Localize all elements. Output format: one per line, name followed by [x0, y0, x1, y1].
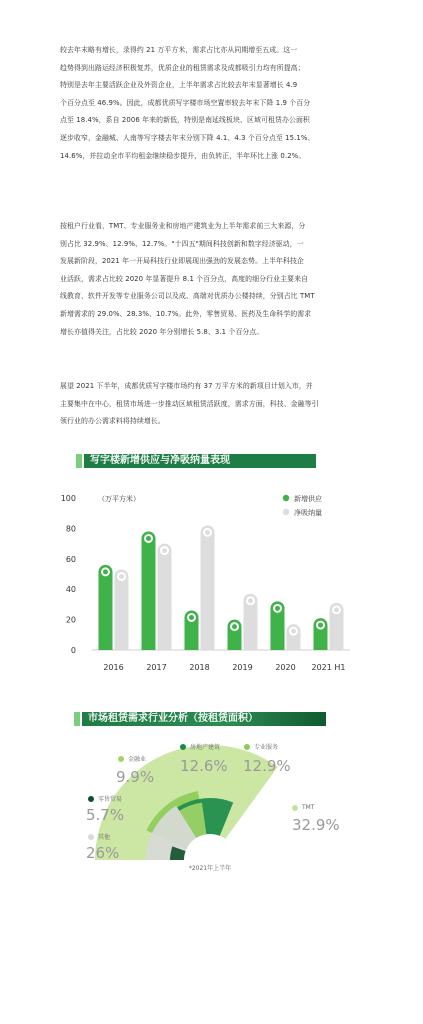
legend-swatch — [283, 509, 289, 515]
x-tick-label: 2020 — [275, 663, 296, 672]
text-line: 别占比 32.9%、12.9%、12.7%。"十四五"期间科技创新和数字经济驱动，一 — [60, 239, 304, 248]
y-tick-label: 60 — [65, 554, 76, 564]
bar-base — [201, 643, 215, 650]
bar-base — [99, 643, 113, 650]
chart2-title-bar — [74, 712, 326, 726]
bar-marker-dot — [291, 629, 296, 634]
bar-base — [271, 643, 285, 650]
bar-marker-dot — [248, 598, 253, 603]
bar-base — [244, 643, 258, 650]
chart1-title-bar — [76, 454, 316, 468]
legend-label: 净吸纳量 — [294, 509, 322, 517]
bar-marker-dot — [146, 536, 151, 541]
y-tick-label: 100 — [60, 494, 76, 503]
x-tick-label: 2018 — [189, 663, 210, 672]
bar-chart — [0, 478, 423, 708]
y-tick-label: 40 — [65, 585, 76, 595]
pie-value-label: 12.6% — [180, 757, 228, 775]
bar-base — [158, 643, 172, 650]
pie-chart — [0, 728, 423, 888]
bar-base — [185, 643, 199, 650]
text-line: 展望 2021 下半年，成都优质写字楼市场约有 37 万平方米的新项目计划入市，并 — [60, 382, 313, 390]
x-tick-label: 2017 — [146, 663, 167, 672]
paragraph-3 — [60, 378, 366, 431]
bar-absorption — [115, 569, 129, 650]
y-axis-label: （万平方米） — [98, 495, 140, 503]
bar-marker-dot — [318, 623, 323, 628]
text-line: 新增需求的 29.0%、28.3%、10.7%。此外，零售贸易、医药及生命科学的需求 — [60, 309, 312, 318]
bar-base — [115, 643, 129, 650]
text-line: 领行业的办公需求料将持续增长。 — [60, 417, 165, 426]
pie-value-label: 32.9% — [292, 816, 340, 834]
bar-marker-dot — [205, 530, 210, 535]
bar-base — [142, 643, 156, 650]
category-name: 专业服务 — [254, 744, 279, 751]
bar-base — [330, 643, 344, 650]
title-accent — [76, 454, 82, 468]
pie-value-label: 26% — [86, 844, 120, 862]
x-tick-label: 2019 — [232, 663, 253, 672]
text-line: 增长亦值得关注，占比较 2020 年分别增长 5.8、3.1 个百分点。 — [60, 327, 264, 336]
bar-absorption — [201, 525, 215, 650]
chart2-title: 市场租赁需求行业分析（按租赁面积） — [82, 712, 326, 726]
y-tick-label: 20 — [65, 615, 76, 625]
chart1-title: 写字楼新增供应与净吸纳量表现 — [84, 454, 316, 468]
footnote: *2021年上半年 — [188, 865, 232, 872]
text-line: 主要集中在中心，租赁市场进一步推动区域租赁活跃度，需求方面，科技、金融等引 — [60, 399, 319, 408]
text-line: 线教育、软件开发等专业服务公司以及成、高端对优质办公楼持续，分别占比 TMT — [60, 292, 315, 301]
y-tick-label: 0 — [70, 646, 76, 655]
legend-label: 新增供应 — [294, 495, 322, 503]
text-line: 个百分点至 46.9%。因此，成都优质写字楼市场空置率较去年末下降 1.9 个百分 — [60, 98, 311, 107]
bar-marker-dot — [189, 615, 194, 620]
x-tick-label: 2021 H1 — [311, 663, 346, 672]
bar-marker-dot — [119, 574, 124, 579]
text-line: 趋势得到出路运经济积极复苏，优质企业的租赁需求及成都吸引力均有所提高； — [60, 63, 305, 72]
title-accent — [74, 712, 80, 726]
bar-marker-dot — [232, 624, 237, 629]
category-name: TMT — [302, 804, 315, 811]
category-name: 房地产建筑 — [190, 744, 221, 751]
pie-value-label: 12.9% — [243, 757, 291, 775]
y-tick-label: 80 — [65, 524, 76, 534]
text-line: 发展新阶段，2021 年一开局科技行业即展现出强劲的发展态势。上半年科技企 — [60, 257, 304, 266]
text-line: 点至 18.4%，系自 2006 年来的新低，特别是南延线板块、区域可租赁办公面积 — [60, 116, 310, 125]
category-name: 金融业 — [128, 756, 147, 763]
category-name: 其他 — [98, 834, 111, 841]
text-line: 较去年末略有增长，录得约 21 万平方米，需求占比亦从同期增至五成。这一 — [60, 46, 298, 54]
bar-absorption — [158, 544, 172, 650]
bar-marker-dot — [275, 606, 280, 611]
text-line: 特别是去年主要活跃企业及外资企业，上半年需求占比较去年末显著增长 4.9 — [60, 81, 298, 90]
bar-base — [314, 643, 328, 650]
paragraph-2 — [60, 218, 366, 341]
bar-base — [228, 643, 242, 650]
text-line: 14.6%，并拉动全市平均租金继续稳步提升，由负转正，半年环比上涨 0.2%。 — [60, 151, 306, 160]
bar-base — [287, 643, 301, 650]
bar-marker-dot — [103, 569, 108, 574]
bar-marker-dot — [334, 607, 339, 612]
bar-supply — [142, 531, 156, 650]
pie-value-label: 9.9% — [116, 768, 155, 786]
paragraph-1 — [60, 42, 366, 165]
text-line: 按租户行业看，TMT、专业服务业和房地产建筑业为上半年需求前三大来源，分 — [60, 222, 306, 230]
bar-marker-dot — [162, 548, 167, 553]
legend-swatch — [283, 495, 289, 501]
pie-value-label: 5.7% — [86, 806, 125, 824]
text-line: 业活跃，需求占比较 2020 年显著提升 8.1 个百分点，高度的细分行业主要来自 — [60, 274, 309, 283]
x-tick-label: 2016 — [103, 663, 124, 672]
bar-supply — [99, 565, 113, 650]
text-line: 逐步收窄，金融城、人南等写字楼去年末分别下降 4.1、4.3 个百分点至 15.1%、 — [60, 133, 315, 142]
category-name: 零售贸易 — [98, 796, 123, 803]
